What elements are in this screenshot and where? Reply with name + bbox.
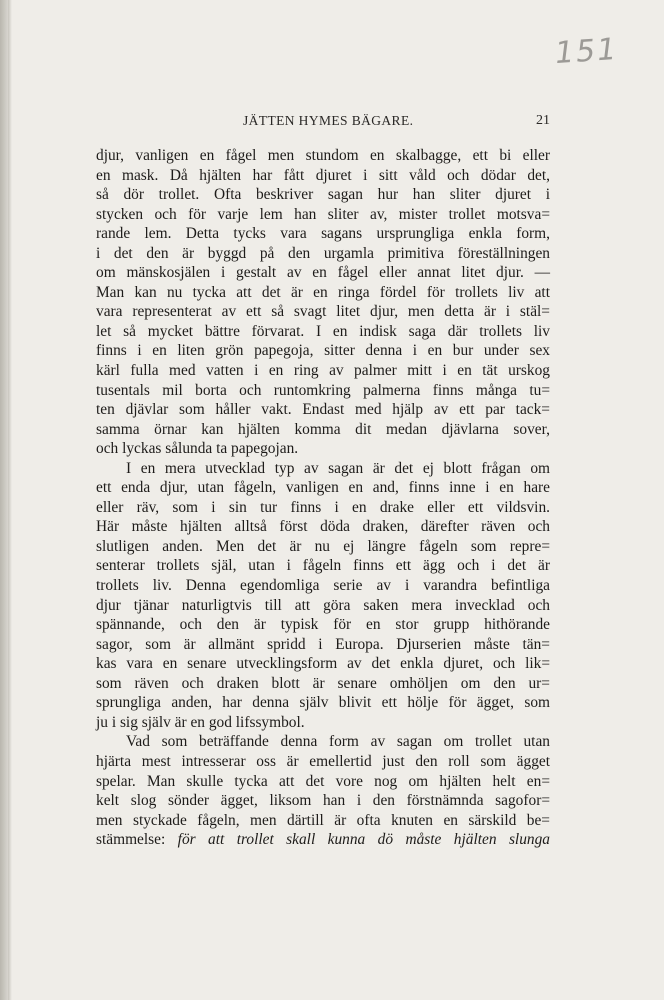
text-line bbox=[96, 146, 550, 166]
text-line bbox=[96, 361, 550, 381]
text-line bbox=[96, 205, 550, 225]
page-number: 21 bbox=[536, 113, 550, 128]
text-line bbox=[96, 420, 550, 440]
text-line bbox=[96, 576, 550, 596]
text-line-content: om mänskosjälen i gestalt av en fågel eller annat litet djur. — bbox=[96, 264, 550, 282]
text-line bbox=[96, 732, 550, 752]
text-line bbox=[96, 185, 550, 205]
text-line bbox=[96, 244, 550, 264]
text-line-content: så dör trollet. Ofta beskriver sagan hur han sliter djuret i bbox=[96, 186, 550, 204]
text-line bbox=[96, 224, 550, 244]
text-line-content: trollets liv. Denna egendomliga serie av i varandra befintliga bbox=[96, 577, 550, 595]
text-line bbox=[96, 811, 550, 831]
text-line-content: senterar trollets själ, utan i fågeln finns ett ägg och i det är bbox=[96, 557, 550, 575]
text-line-content: men styckade fågeln, men därtill är ofta knuten en särskild be= bbox=[96, 811, 550, 829]
text-line-content: kärl fulla med vatten i en ring av palmer mitt i en tät urskog bbox=[96, 362, 550, 380]
text-line-content: eller räv, som i sin tur finns i en drake eller ett vildsvin. bbox=[96, 498, 550, 516]
text-line-content: stycken och för varje lem han sliter av, mister trollet motsva= bbox=[96, 205, 550, 223]
text-line bbox=[96, 654, 550, 674]
book-spine-edge bbox=[0, 0, 8, 1000]
text-line-content: sprungliga anden, har denna själv blivit ett hölje för ägget, som bbox=[96, 694, 550, 712]
text-line bbox=[96, 381, 550, 401]
text-line-content: spelar. Man skulle tycka att det vore nog om hjälten helt en= bbox=[96, 772, 550, 790]
text-line-content: en mask. Då hjälten har fått djuret i sitt våld och dödar det, bbox=[96, 166, 550, 184]
text-line bbox=[96, 635, 550, 655]
text-line-content: kelt slog sönder ägget, liksom han i den förstnämnda sagofor= bbox=[96, 792, 550, 810]
text-line bbox=[96, 713, 550, 733]
text-line bbox=[96, 498, 550, 518]
text-line-content: hjärta mest intresserar oss är emellertid just den roll som ägget bbox=[96, 752, 550, 770]
text-line-content: Vad som beträffande denna form av sagan om trollet utan bbox=[126, 733, 550, 751]
text-line-content: rande lem. Detta tycks vara sagans ursprungliga enkla form, bbox=[96, 225, 550, 243]
text-line bbox=[96, 459, 550, 479]
text-line-content: I en mera utvecklad typ av sagan är det ej blott frågan om bbox=[126, 459, 550, 477]
text-line-content: let så mycket bättre förvarat. I en indisk saga där trollets liv bbox=[96, 322, 550, 340]
text-line-content: kas vara en senare utvecklingsform av det enkla djuret, och lik= bbox=[96, 655, 550, 673]
text-line-content: slutligen anden. Men det är nu ej längre fågeln som repre= bbox=[96, 537, 550, 555]
text-line bbox=[96, 439, 550, 459]
text-line-content: sagor, som är allmänt spridd i Europa. Djurserien måste tän= bbox=[96, 635, 550, 653]
text-line-content: ett enda djur, utan fågeln, vanligen en and, finns inne i en hare bbox=[96, 479, 550, 497]
text-line bbox=[96, 400, 550, 420]
running-header bbox=[96, 113, 550, 133]
text-line-content: i det den är byggd på den urgamla primitiva föreställningen bbox=[96, 244, 550, 262]
text-line-content: Här måste hjälten alltså först döda draken, därefter räven och bbox=[96, 518, 550, 536]
text-line bbox=[96, 478, 550, 498]
text-line-content: stämmelse: bbox=[96, 831, 166, 849]
text-line bbox=[96, 341, 550, 361]
text-line bbox=[96, 283, 550, 303]
text-line bbox=[96, 166, 550, 186]
text-line bbox=[96, 302, 550, 322]
text-line-content: ju i sig själv är en god lifssymbol. bbox=[96, 713, 305, 731]
text-line bbox=[96, 263, 550, 283]
text-line-content: spännande, och den är typisk för en stor grupp hithörande bbox=[96, 616, 550, 634]
text-line bbox=[96, 830, 550, 850]
body-text bbox=[96, 146, 550, 850]
text-line-content: vara representerat av ett så svagt litet djur, men detta är i stäl= bbox=[96, 303, 550, 321]
text-line-content: ten djävlar som håller vakt. Endast med hjälp av ett par tack= bbox=[96, 401, 550, 419]
text-line bbox=[96, 752, 550, 772]
text-line-content: samma örnar kan hjälten komma dit medan djävlarna sover, bbox=[96, 420, 550, 438]
text-line-content: tusentals mil borta och runtomkring palmerna finns många tu= bbox=[96, 381, 550, 399]
text-line-content: som räven och draken blott är senare omhöljen om den ur= bbox=[96, 674, 550, 692]
text-line bbox=[96, 322, 550, 342]
text-line bbox=[96, 596, 550, 616]
running-title: JÄTTEN HYMES BÄGARE. bbox=[243, 113, 414, 128]
text-line-content: finns i en liten grön papegoja, sitter denna i en bur under sex bbox=[96, 342, 550, 360]
text-line-content: och lyckas sålunda ta papegojan. bbox=[96, 440, 299, 458]
text-line-content: Man kan nu tycka att det är en ringa fördel för trollets liv att bbox=[96, 283, 550, 301]
text-line bbox=[96, 693, 550, 713]
text-line bbox=[96, 772, 550, 792]
text-line-content: djur tjänar naturligtvis till att göra saken mera invecklad och bbox=[96, 596, 550, 614]
italic-text: för att trollet skall kunna dö måste hjälten slunga bbox=[177, 831, 550, 849]
pencil-page-mark: 151 bbox=[553, 31, 620, 72]
text-line bbox=[96, 517, 550, 537]
text-line bbox=[96, 537, 550, 557]
text-line bbox=[96, 615, 550, 635]
text-line bbox=[96, 791, 550, 811]
text-line-content: djur, vanligen en fågel men stundom en skalbagge, ett bi eller bbox=[96, 147, 550, 164]
book-page bbox=[8, 0, 664, 1000]
text-line bbox=[96, 556, 550, 576]
text-line bbox=[96, 674, 550, 694]
